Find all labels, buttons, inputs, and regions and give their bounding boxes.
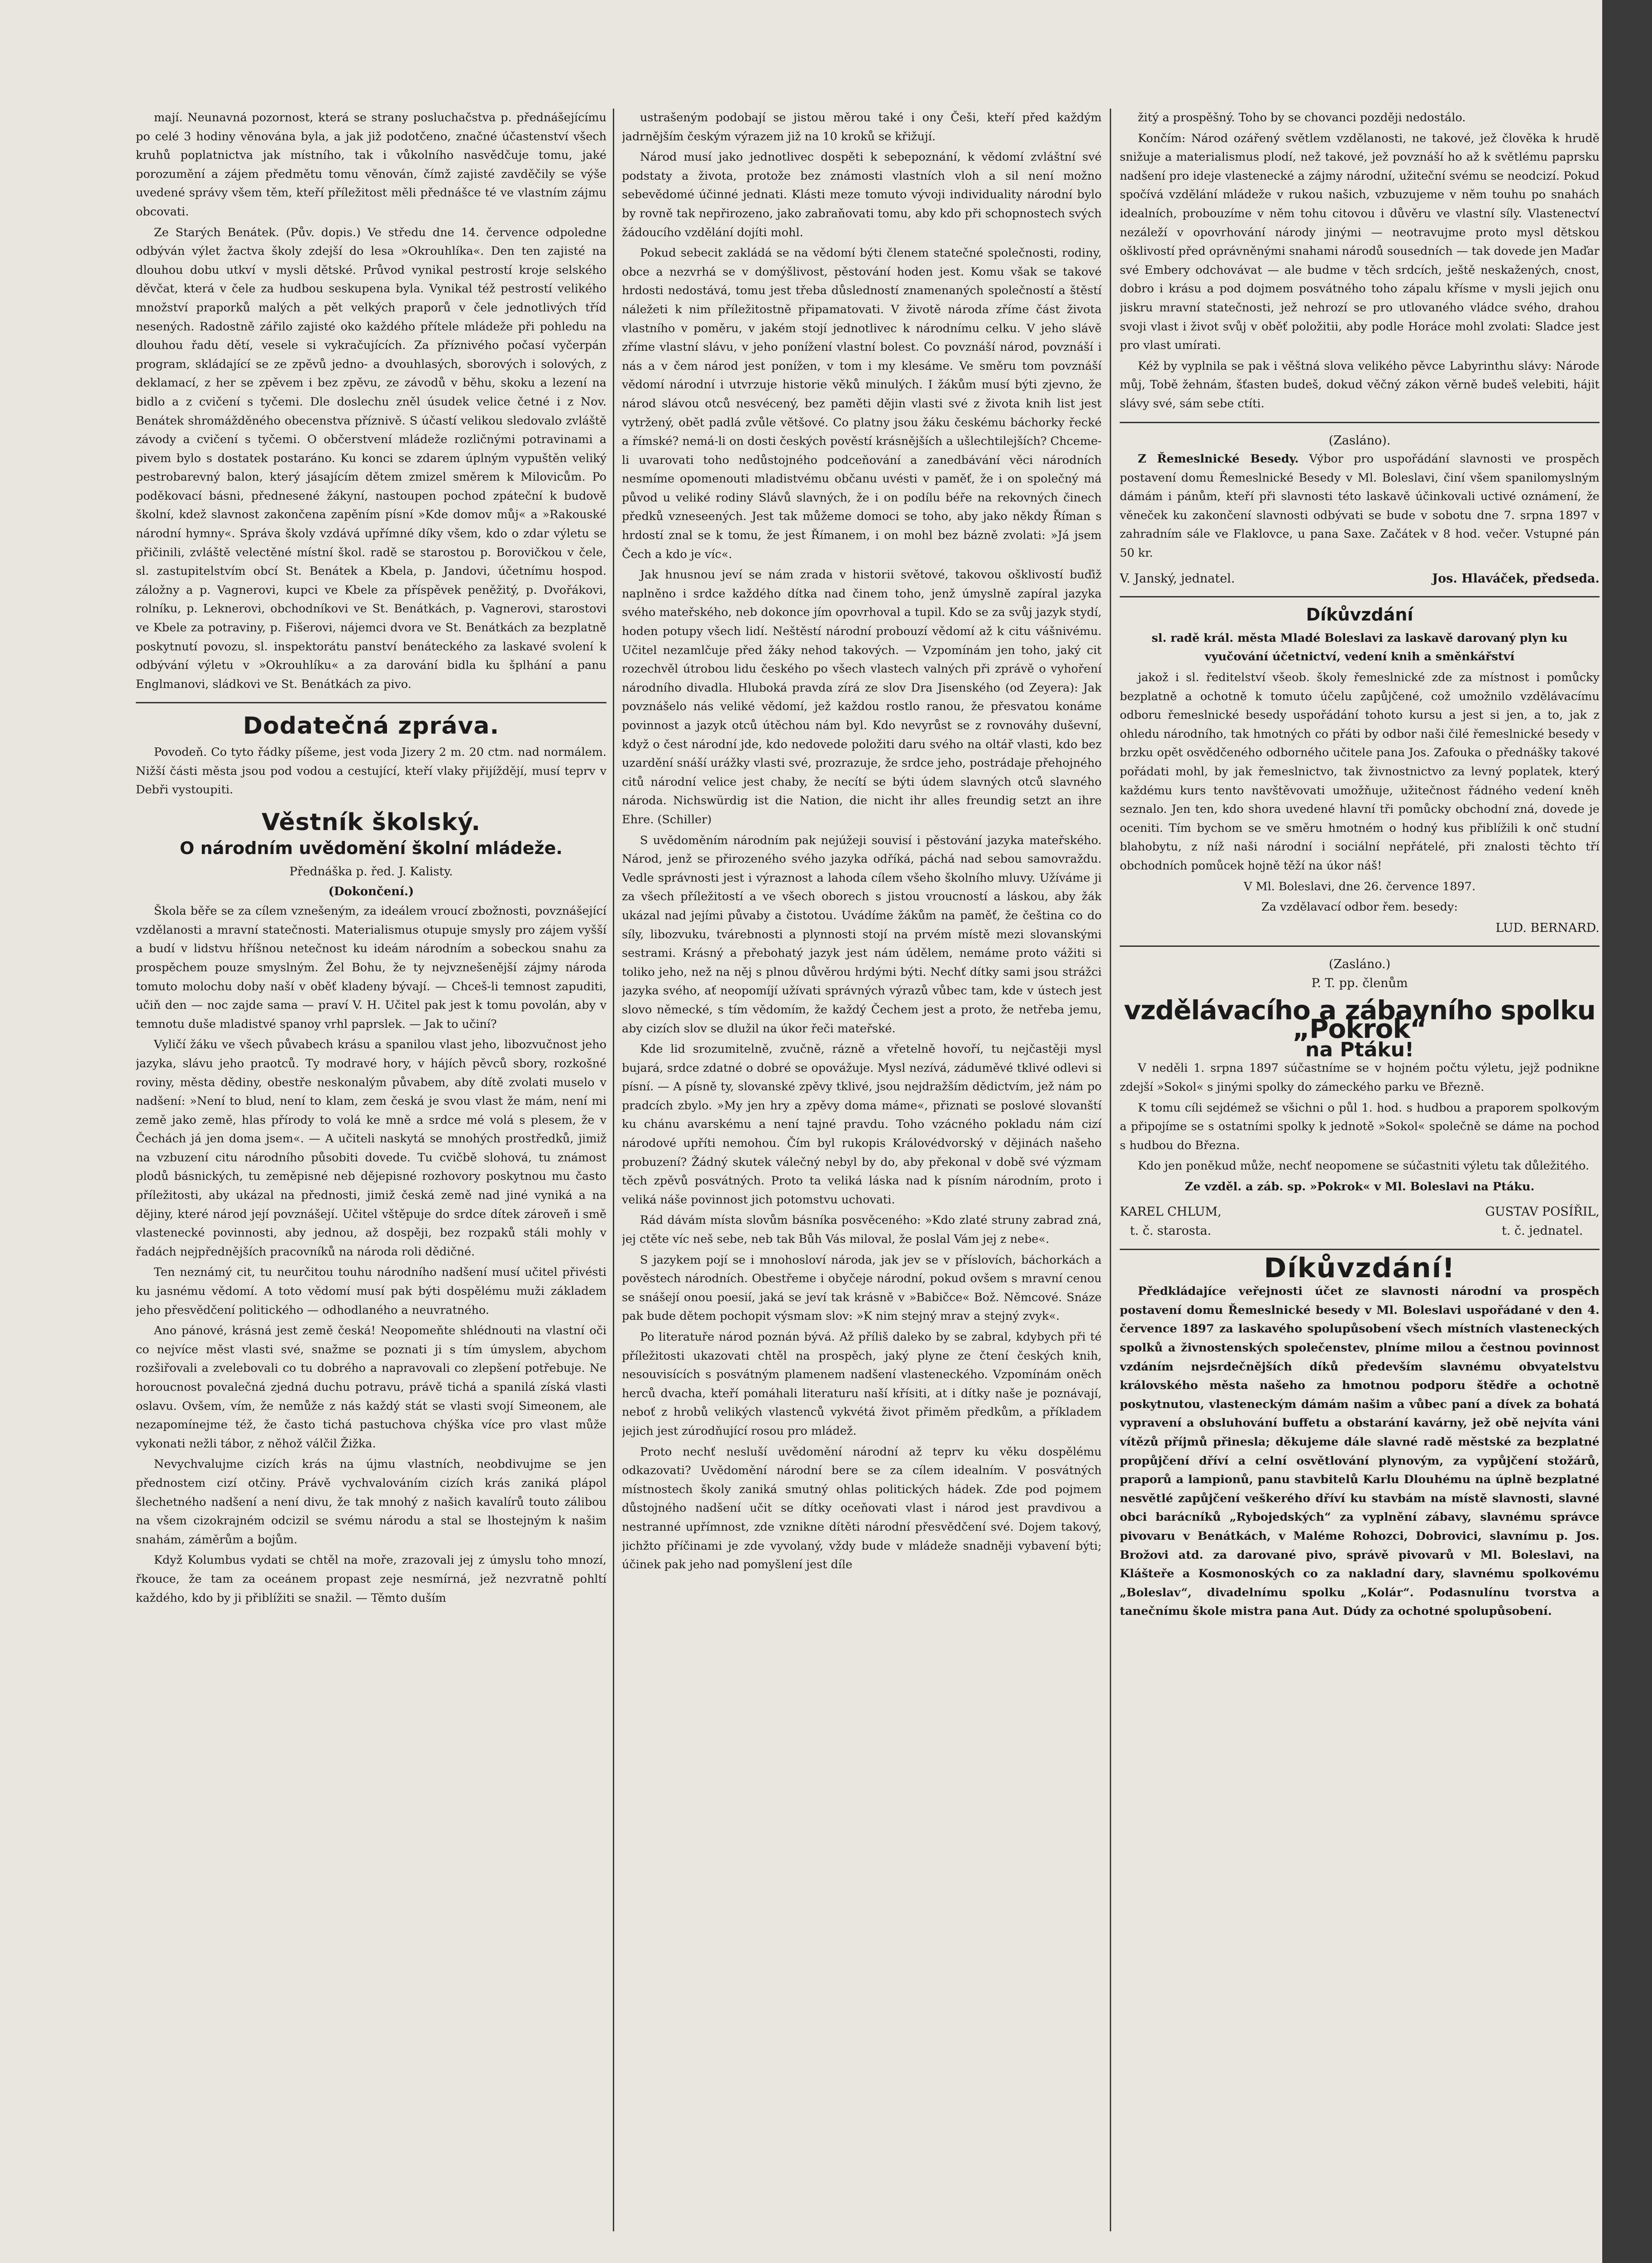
paragraph: mají. Neunavná pozornost, která se strany posluchačstva p. přednášejícímu po celé 3 hodiny věnována byla, a jak již podotčeno, značné účastenství všech kruhů poplatnictva jak místního, tak i vůkolního nasvědčuje tomu, jaké porozumění a zájem předmětu tomu věnován, čímž zajisté zavděčily se výše uvedené správy všem těm, kteří příležitost měli přednášce té ve vlastním zájmu obcovati. [136,111,606,219]
vestnik-author: Přednáška p. řed. J. Kalisty. [289,864,453,878]
paragraph: Kéž by vyplnila se pak i věštná slova velikého pěvce Labyrinthu slávy: Národe můj, Tobě žehnám, šťasten budeš, dokud věčný zákon věrně budeš velebiti, hájit slávy své, sám sebe ctíti. [1120,359,1599,411]
for-line: Za vzdělavací odbor řem. besedy: [1261,900,1458,914]
paragraph: Ten neznámý cit, tu neurčitou touhu národního nadšení musí učitel přivésti ku jasnému vědomí. A toto vědomí musí pak býti dospělému muži základem jeho přesvědčení politického — odhodlaného a neuvratného. [136,1265,606,1317]
paragraph: K tomu cíli sejdémež se všichni o půl 1. hod. s hudbou a praporem spolkovým a připojíme se s ostatními spolky k jednotě »Sokol« společně se dáme na pochod s hudbou do Března. [1120,1101,1599,1152]
paragraph: Pokud sebecit zakládá se na vědomí býti členem statečné společnosti, rodiny, obce a nezvrhá se v domýšlivost, pěstování hoden jest. Komu však se takové hrdosti nedostává, tomu jest třeba důsledností znamenaných společností a štěstí náležeti k nim příležitostně připamatovati. V životě národa zříme část života vlastního v poměru, v jakém stojí jednotlivec k národnímu celku. V jeho slávě zříme vlastní slávu, v jeho ponížení vlastní bolest. Co povznáší národ, povznáší i nás a v čem národ jest ponížen, v tom i my klesáme. Ve směru tom povznáší vědomí národní i utvrzuje historie věků minulých. I žákům musí býti zjevno, že národ slávou otců nesvécený, bez paměti dějin vlasti své z života knih list jest vytržený, obět padlá zvůle většové. Co platny jsou žáku českému báchorky řecké a římské? nemá-li on dosti českých pověstí krásnějších a ušlechtilejších? Chceme-li uvarovati toho nedůstojného podceňování a zanedbávání věci národních nesmíme opomenouti mladistvému občanu uvésti v paměť, že i on společný má původ u veliké rodiny Slávů slavných, že i on podílu béře na rekovných činech předků vzneseených. Jest tak můžeme domoci se toho, aby jako někdy Říman s hrdostí znal se k tomu, že jest Římanem, i on mohl bez bázně zvolati: »Já jsem Čech a kdo je víc«. [622,246,1102,561]
pokrok-heading: vzdělávacího a zábavního spolku „Pokrok“ [1124,994,1595,1045]
paragraph: Rád dávám místa slovům básníka posvěceného: »Kdo zlaté struny zabrad zná, jej ctěte víc neš sebe, neb tak Bůh Vás miloval, že poslal Vám jej z nebe«. [622,1213,1102,1246]
column-rule [1110,109,1111,2231]
vestnik-heading: Věstník školský. [261,808,481,836]
signature: LUD. BERNARD. [1495,921,1599,935]
paragraph: Ze Starých Benátek. (Pův. dopis.) Ve středu dne 14. července odpoledne odbýván výlet žactva školy zdejší do lesa »Okrouhlíka«. Den ten zajisté na dlouhou dobu utkví v mysli dětské. Průvod vynikal pestrostí kroje selského děvčat, která v čele za hudbou seskupena byla. Vynikal též pestrostí velikého množství praporků malých a pět velkých praporů v čele jednotlivých tříd nesených. Radostně zářilo zajisté oko každého přítele mládeže při pohledu na dlouhou řadu dětí, vesele si vykračujících. Za příznivého počasí vyčerpán program, skládající se ze zpěvů jedno- a dvouhlasých, sborových i solových, z deklamací, z her se zpěvem i bez zpěvu, ze závodů v běhu, skoku a lezení na bidlo a z cvičení s tyčemi. Dle doslechu zněl úsudek velice četné i z Nov. Benátek shromážděného obecenstva příznivě. S účastí velikou sledovalo zvláště závody a cvičení s tyčemi. O občerstvení mládeže rozličnými potravinami a pivem bylo s dostatek postaráno. Ku konci se zdarem úplným vypuštěn veliký pestrobarevný balon, který jásajícím dětem zmizel směrem k Milovicům. Po poděkovací básni, přednesené žákyní, nastoupen pochod zpáteční k budově školní, kdež slavnost zakončena zapěním písní »Kde domov můj« a »Rakouské národní hymny«. Správa školy vzdává upřímné díky všem, kdo o zdar výletu se přičinili, zvláště velectěné místní škol. radě se starostou p. Borovičkou v čele, sl. zastupitelstvím obcí St. Benátek a Kbela, p. Jandovi, účetnímu hospod. záložny a p. Vagnerovi, kupci ve Kbele za příspěvek peněžitý, p. Dvořákovi, rolníku, p. Leknerovi, obchodníkovi ve St. Benátkách, p. Vagnerovi, starostovi ve Kbele za potraviny, p. Fišerovi, nájemci dvora ve St. Benátkách za bezplatně poskytnutí povozu, sl. inspektorátu panství benáteckého za laskavé svolení k odbývání výletu v »Okrouhlíku« a za darování bidla ku šplhání a panu Englmanovi, sládkovi ve St. Benátkách za pivo. [136,225,606,691]
signature-name: GUSTAV POSÍŘIL, [1485,1205,1599,1219]
paragraph: S jazykem pojí se i mnohosloví národa, jak jev se v příslovích, báchorkách a pověstech národních. Obestřeme i obyčeje národní, pokud ovšem s mravní cenou se snášejí onou poesií, jaká se jeví tak krásně v »Babičce« Bož. Němcové. Snáze pak bude dětem pochopit výsmam slov: »K nim stejný mrav a stejný zvyk«. [622,1253,1102,1323]
divider [136,702,606,703]
paragraph: Když Kolumbus vydati se chtěl na moře, zrazovali jej z úmyslu toho mnozí, řkouce, že tam za oceánem propast zeje nesmírná, jež nezvratně pohltí každého, kdo by ji přiblížiti se snažil. — Těmto duším [136,1553,606,1605]
column-rule [613,109,614,2231]
paragraph: Předkládajíce veřejnosti účet ze slavnosti národní va prospěch postavení domu Řemeslnické besedy v Ml. Boleslavi uspořádané v den 4. července 1897 za laskavého spolupůsobení všech místních vlasteneckých spolků a živnostenských společenstev, plníme milou a čestnou povinnost vzdáním nejsrdečnějších díků především slavnému obvyatelstvu královského města našeho za hmotnou podporu štědře a ochotně poskytnutou, vlasteneckým dámám našim a vůbec paní a dívek za bohatá vypravení a obsluhování buffetu a obstarání kavárny, jež obě nejvíta váni vítězů příjmů přinesla; děkujeme dále slavné radě městské za bezplatné propůjčení dříví a celní osvětlování plynovým, za vypůjčení stožárů, praporů a lampionů, panu stavbitelů Karlu Dlouhému na úplně bezplatné nesvětlé zapůjčení veškerého dříví ku stavbám na místě slavnosti, slavné obci barácníků „Rybojedských“ za vyplnění zábavy, slavnému správce pivovaru v Benátkách, v Maléme Rohozci, Dobrovici, slavnímu p. Jos. Brožovi atd. za darované pivo, správě pivovarů v Ml. Boleslavi, na Klášteře a Kosmonoských co za nakladní dary, slavnému spolkovému „Boleslav“, divadelnímu spolku „Kolár“. Podasnulínu tvorstva a tanečnímu škole mistra pana Aut. Dúdy za ochotné spolupůsobení. [1120,1284,1599,1618]
signature-role: t. č. starosta. [1130,1224,1212,1238]
column-1 [136,109,606,2245]
paragraph: V neděli 1. srpna 1897 súčastníme se v hojném počtu výletu, jejž podnikne zdejší »Sokol« s jinými spolky do zámeckého parku ve Březně. [1120,1061,1599,1094]
pokrok-signoff: Ze vzděl. a záb. sp. »Pokrok« v Ml. Boleslavi na Ptáku. [1184,1179,1535,1194]
vestnik-continued: (Dokončení.) [328,884,414,898]
paragraph: jakož i sl. ředitelství všeob. školy řemeslnické zde za místnost i pomůcky bezplatně a ochotně k tomuto účelu zapůjčené, což umožnilo vzdělávacímu odboru řemeslnické besedy uspořádání tohoto kursu a jest si jen, a to, jak z ohledu národního, tak hmotných co přáti by odbor naši čilé řemeslnické besedy v brzku opět osvědčeného odborného učitele pana Jos. Zafouka o přednášky takové pořádati mohl, by jak řemeslnictvo, tak živnostnictvo za levný poplatek, který každému kurs tento navštěvovati umožňuje, užitečnost řádného vedení kněh seznalo. Jen ten, kdo shora uvedené hlavní tři pomůcky obchodní zná, dovede je oceniti. Tím bychom se ve směru hmotném o hodný kus přiblížili k onč studní blahobytu, z níž naši národní i sociální nepřátelé, při znalosti těchto tří obchodních pomůcek hojně těží na úkor náš! [1120,671,1599,873]
pokrok-place: na Ptáku! [1305,1038,1414,1061]
signature-right: Jos. Hlaváček, předseda. [1432,571,1599,586]
divider [1120,1249,1599,1250]
paragraph: Kde lid srozumitelně, zvučně, rázně a vřetelně hovoří, tu nejčastěji mysl bujará, srdce zdatné o dobré se opovážuje. Mysl nezívá, záduměvé tklivé odlevi si písní. — A písně ty, slovanské zpěvy tklivé, jsou nejdražším dědictvím, jež nám po pradcích zbylo. »My jen hry a zpěvy doma máme«, přiznati se poslové slovanští ku chánu avarskému a není tajné pravdu. Toho vzácného pokladu nám cizí národové upříti nemohou. Čím byl rukopis Královédvorský v dějinách našeho probuzení? Žádný skutek válečný nebyl by do, aby překonal v době své výzmam těch zpěvů posvátných. Proto ta veliká láska nad k písním národním, proto i veliká náše povinnost jich potomstvu uchovati. [622,1042,1102,1207]
signature-right [1485,1203,1599,1240]
pokrok-preline: P. T. pp. členům [1311,976,1408,990]
dikuvzdani-heading-2: Díkůvzdání! [1264,1252,1456,1284]
paragraph: Povodeň. Co tyto řádky píšeme, jest voda Jizery 2 m. 20 ctm. nad normálem. Nižší části města jsou pod vodou a cestující, kteří vlaky přijíždějí, musí teprv v Debři vystoupiti. [136,745,606,797]
paragraph: Ano pánové, krásná jest země česká! Neopomeňte shlédnouti na vlastní oči co nejvíce měst vlasti své, snažme se poznati ji s tím úmyslem, abychom rozšiřovali a zvelebovali co tu dobrého a napravovali co zlepšení potřebuje. Ne horoucnost povalečná zjedná duchu potravu, právě tichá a spanilá získá vlasti oslavu. Ovšem, vím, že nemůže z nás každý stát se vlasti svojí Simeonem, ale nezapomínejme též, že často tichá pastuchova chýška více pro vlast může vykonati nežli tábor, z něhož válčil Žižka. [136,1324,606,1451]
divider [1120,596,1599,597]
paragraph: Končím: Národ ozářený světlem vzdělanosti, ne takové, jež člověka k hrudě snižuje a materialismus plodí, než takové, jež povznáší ho až k světlému paprsku nadšení pro ideje vlastenecké a zájmy národní, užiteční svému se neodcizí. Pokud spočívá vzdělání mládeže v rukou našich, vzbuzujeme v něm touhu po snahách idealních, probouzíme v něm tohu citovou i důvěru ve vlastní síly. Vlastenectví nezáleží v opovrhování národy jinými — neotravujme proto mysl dětskou ošklivostí před oprávněnými snahami národů sousedních — tak dovede jen Maďar své Embery odchovávat — ale budme v těch srdcích, ještě neskažených, cnost, dobro i krásu a pod dojmem posvátného toho zápalu křísme v mysli jejich onu jiskru mravní statečnosti, jež nehrozí se pro utlovaného vládce svého, drahou svoji vlast i život svůj v oběť položitii, aby podle Horáce mohl zvolati: Sladce jest pro vlast umírati. [1120,131,1599,353]
beseda-heading: Z Řemeslnické Besedy. [1138,452,1299,466]
column-2 [622,109,1102,2245]
paragraph: Nevychvalujme cizích krás na újmu vlastních, neobdivujme se jen přednostem cizí otčiny. Právě vychvalováním cizích krás zaniká plápol šlechetného nadšení a není divu, že tak mnohý z našich kavalírů touto zálibou na všem cizokrajném odcizil se svému národu a stal se lhostejným k našim snahám, záměrům a bojům. [136,1457,606,1547]
beseda-text: Výbor pro uspořádání slavnosti ve prospěch postavení domu Řemeslnické Besedy v Ml. Boleslavi, činí všem spanilomyslným dámám i pánům, kteří při slavnosti této laskavě účinkovali uctivé oznámení, že věneček ku zakončení slavnosti odbývati se bude v sobotu dne 7. srpna 1897 v zahradním sále ve Flaklovce, u pana Saxe. Začátek v 8 hod. večer. Vstupné pán 50 kr. [1120,452,1599,560]
paragraph: Proto nechť nesluší uvědomění národní až teprv ku věku dospělému odkazovati? Uvědomění národní bere se za cílem idealním. V posvátných místnostech školy zaniká smutný ohlas politických hádek. Zde pod pojmem důstojného nadšení učit se dítky oceňovati vlast i národ jest pravdivou a nestranné upřímnost, zde vznikne dítěti národní přesvědčení své. Dojem takový, jichžto příčinami je zde vyvolaný, vždy bude v mládeže snadněji vybavení býti; účinek pak jeho nad pomyšlení jest díle [622,1445,1102,1572]
paragraph: Škola běře se za cílem vznešeným, za ideálem vroucí zbožnosti, povznášející vzdělanosti a mravní statečnosti. Materialismus otupuje smysly pro zájem vyšší a budí v lidstvu hříšnou netečnost ku ideám národním a sobeckou snahu za prospěchem pouze smyslným. Žel Bohu, že ty nejvznešenější zájmy národa tomuto molochu doby naší v oběť kladeny bývají. — Chceš-li temnost zapuditi, učiň den — noc zajde sama — praví V. H. Učitel pak jest k tomu povolán, aby v temnotu duše mladistvé spanoy vrhl paprslek. — Jak to učiní? [136,904,606,1031]
signature-name: KAREL CHLUM, [1120,1205,1222,1219]
column-3 [1120,109,1599,2245]
divider [1120,945,1599,947]
paragraph: Kdo jen poněkud může, nechť neopomene se súčastniti výletu tak důležitého. [1138,1159,1590,1173]
signature-row [1120,1203,1599,1240]
signature-left [1120,1203,1222,1240]
paragraph: ustrašeným podobají se jistou měrou také i ony Češi, kteří před každým jadrnějším českým výrazem již na 10 kroků se křižují. [622,111,1102,143]
scan-edge [1602,0,1652,2263]
signature-row [1120,569,1599,588]
dodatecna-heading: Dodatečná zpráva. [243,712,500,740]
paragraph: Jak hnusnou jeví se nám zrada v historii světové, takovou ošklivostí buďiž naplněno i srdce každého dítka nad činem toho, jenž úmyslně zapíral jazyka svého mateřského, neb dokonce jím opovrhoval a tupil. Kdo se za svůj jazyk stydí, hoden potupy všech lidí. Neštěstí národní probouzí vědomí až k citu vášnivému. Učitel nezamlčuje před žáky nehod takových. — Vzpomínám jen toho, jaký cit rozechvěl útrobou lidu českého po všech vlastech valných při zprávě o vyhoření národního divadla. Hluboká pravda zírá ze slov Dra Jisenského (od Zeyera): Jak povznášelo nás veliké vědomí, jež každou rostlo ranou, že přesvatou konáme povinnost a jazyk otců útěchou nám byl. Kdo nevyrůst se z rovnováhy duševní, když o čest národní jde, kdo nedovede položiti daru svého na oltář vlasti, kdo bez uzardění snáší urážky vlasti své, prozrazuje, že srdce jeho, postrádaje přehojného citů národní velice jest chaby, že necítí se býti údem slavných otců slavného národa. Nichswürdig ist die Nation, die nicht ihr alles freundig setzt an ihre Ehre. (Schiller) [622,568,1102,826]
divider [1120,422,1599,423]
zaslano-label: (Zasláno). [1328,433,1391,448]
paragraph: žitý a prospěšný. Toho by se chovanci později nedostálo. [1138,111,1466,124]
paragraph: S uvědoměním národním pak nejúžeji souvisí i pěstování jazyka mateřského. Národ, jenž se přirozeného svého jazyka odříká, páchá nad sebou samovraždu. Vedle správnosti jest i výraznost a lahoda cílem všeho školního mluvy. Užíváme ji za všech příležitostí a ve všech oborech s jistou vroucností a láskou, aby žák ukázal nad jejími půvaby a čistotou. Uvádíme žákům na paměť, že čeština co do síly, libozvuku, tvárebnosti a plynnosti stojí na prvém místě mezi slovanskými sestrami. Krásný a přebohatý jazyk jest nám údělem, nemáme proto vážiti si toliko jeho, než na něj s plnou důvěrou hrdými býti. Nechť dítky sami jsou strážci jazyka svého, ať neopomíjí užívati správných výrazů vůbec tam, kde v ústech jest slovo německé, s tím vědomím, že každý Čechem jest a proto, že netřeba jemu, aby cizích slov se dlužil na úkor řeči mateřské. [622,833,1102,1036]
vestnik-subheading: O národním uvědomění školní mládeže. [180,838,563,859]
signature-role: t. č. jednatel. [1501,1224,1583,1238]
signature-left: V. Janský, jednatel. [1120,571,1235,586]
zaslano-label: (Zasláno.) [1328,957,1391,972]
dikuvzdani-lead: sl. radě král. města Mladé Boleslavi za laskavě darovaný plyn ku vyučování účetnictví, vedení knih a směnkářství [1151,631,1568,664]
paragraph: Národ musí jako jednotlivec dospěti k sebepoznání, k vědomí zvláštní své podstaty a života, protože bez známosti vlastních vloh a sil není možno sebevědomé účinné jednati. Klásti meze tomuto vývoji individuality národní bylo by rovně tak nepřirozeno, jako zabraňovati tomu, aby kdo při schopnostech svých žádoucího vzdělání dojíti mohl. [622,150,1102,239]
paragraph: Po literatuře národ poznán bývá. Až příliš daleko by se zabral, kdybych při té příležitosti ukazovati chtěl na prospěch, jaký plyne ze čtení českých knih, nesouvisících s posvátným plamenem nadšení vlasteneckého. Vzpomínám oněch herců dvacha, kteří pomáhali literaturu naší křísiti, at i dítky naše je poznávají, neboť z hrobů velikých vlastenců vykvétá život přiměm předkům, a příkladem jejich jest zúrodňující rosou pro mládež. [622,1330,1102,1438]
dateline: V Ml. Boleslavi, dne 26. července 1897. [1243,879,1476,893]
dikuvzdani-heading: Díkůvzdání [1306,605,1413,625]
paragraph: Vyličí žáku ve všech půvabech krásu a spanilou vlast jeho, libozvučnost jeho jazyka, slávu jeho praotců. Ty modravé hory, v hájích pěvců sbory, rozkošné roviny, města dědiny, obestře neskonalým půvabem, aby dítě zvolati muselo v nadšení: »Není to blud, není to klam, zem česká je svou vlast že mám, není mi země jako země, hlas přírody to volá ke mně a srdce mé volá s plesem, že v Čechách já jen doma jsem«. — A učiteli naskytá se mnohých prostředků, jimiž na vzbuzení citu národního působiti dovede. Tu cvičbě slohová, tu známost plodů básnických, tu zeměpisné neb dějepisné rozhovory poskytnou mu často příležitosti, aby ukázal na přednosti, jimiž česká země nad jiné vyniká a na dějiny, které národ její povznášejí. Učitel vštěpuje do srdce dítek zároveň i smě vlastenecké povinnosti, aby jednou, až dospěji, bez rozpaků stáli mohly v řadách nejpřednějších pracovníků na národa roli dědičné. [136,1038,606,1259]
